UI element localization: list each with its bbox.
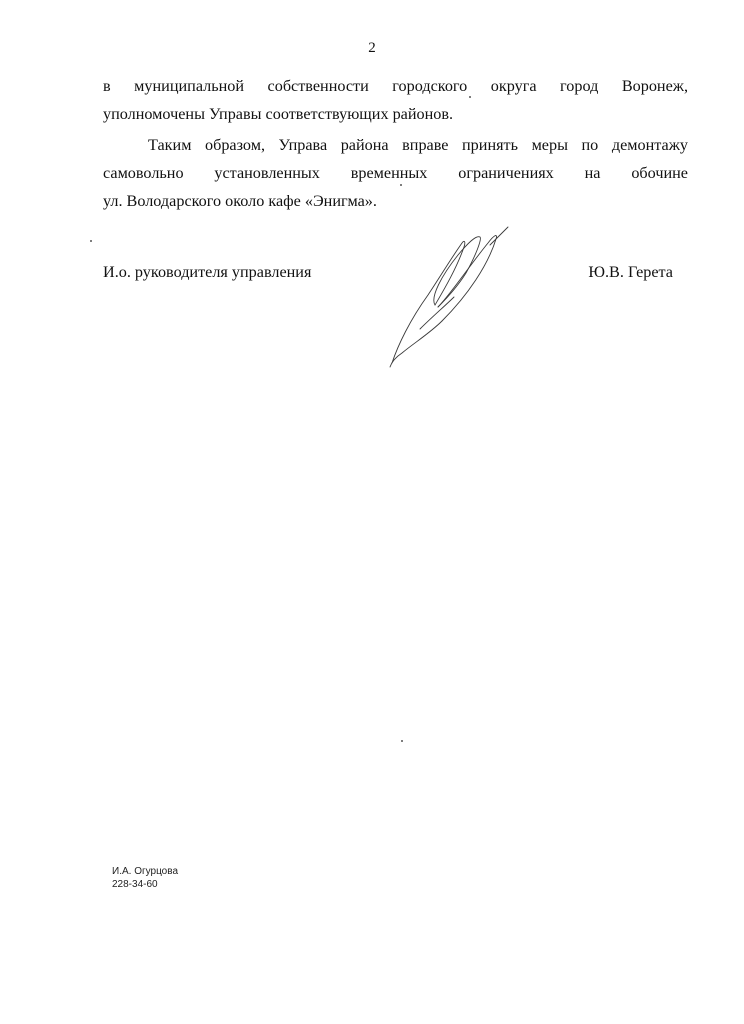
paragraph-1-line-1: в муниципальной собственности городского округа город Воронеж, (103, 77, 688, 95)
scan-speck (401, 740, 403, 742)
signature-stroke (390, 321, 442, 367)
executor-phone: 228-34-60 (112, 879, 158, 890)
paragraph-1 (103, 72, 688, 128)
paragraph-2-line-3: ул. Володарского около кафе «Энигма». (103, 192, 377, 210)
executor-block (112, 865, 178, 891)
paragraph-1-line-2: уполномочены Управы соответствующих районов. (103, 105, 454, 123)
signature-stroke (490, 227, 508, 245)
signature-stroke (438, 236, 497, 321)
paragraph-2 (103, 131, 688, 215)
handwritten-signature (380, 225, 520, 370)
paragraph-2-line-1: Таким образом, Управа района вправе принять меры по демонтажу (148, 136, 688, 154)
executor-name: И.А. Огурцова (112, 866, 179, 877)
signatory-title: И.о. руководителя управления (103, 263, 312, 281)
page-number: 2 (368, 40, 376, 56)
paragraph-2-line-2: самовольно установленных временных ограничениях на обочине (103, 164, 688, 182)
scan-speck (400, 184, 402, 186)
scan-speck (469, 96, 471, 98)
signatory-name: Ю.В. Герета (588, 263, 673, 281)
scan-speck (90, 240, 92, 242)
signature-stroke (434, 237, 481, 307)
